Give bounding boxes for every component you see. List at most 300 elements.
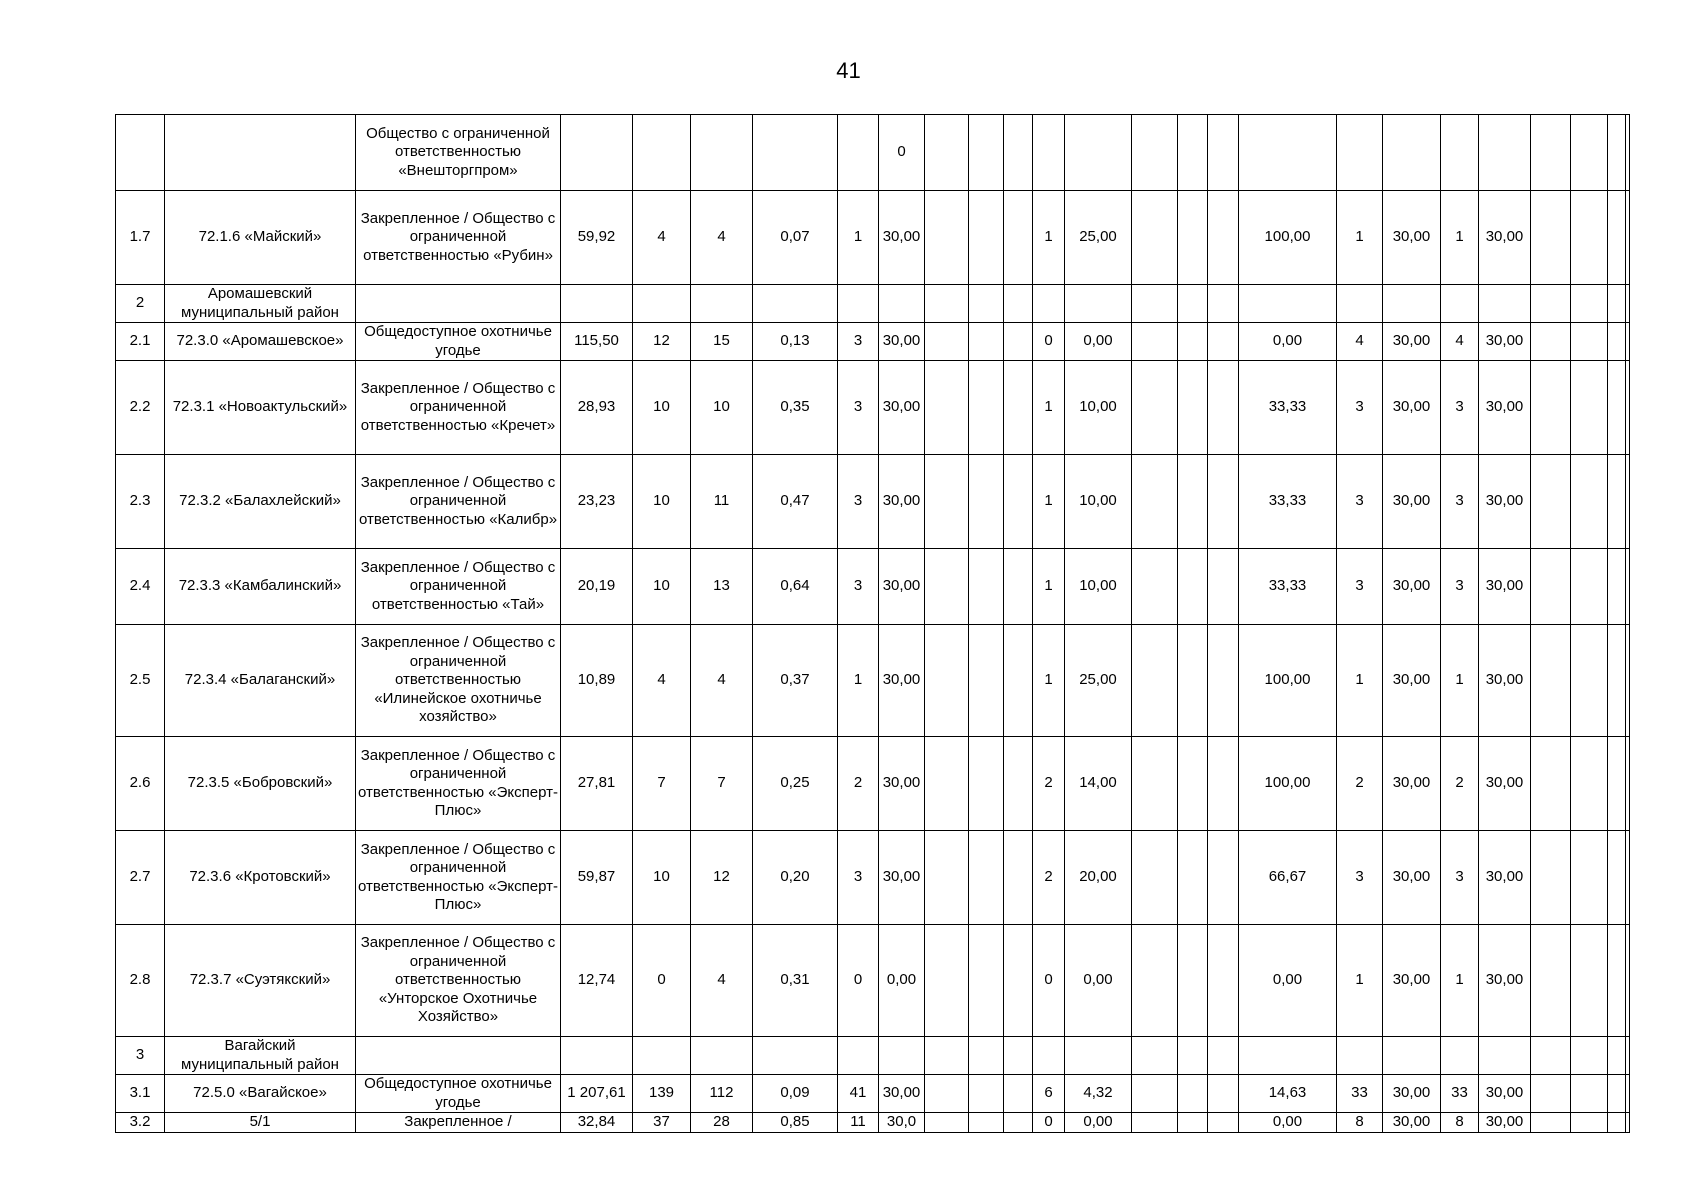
table-cell bbox=[1608, 549, 1626, 625]
table-cell bbox=[753, 1037, 838, 1075]
table-cell: Общество с ограниченной ответственностью «Внешторгпром» bbox=[356, 115, 561, 191]
table-cell bbox=[925, 191, 969, 285]
table-cell bbox=[1132, 323, 1178, 361]
table-cell: 3 bbox=[1441, 455, 1479, 549]
table-cell: 33 bbox=[1441, 1075, 1479, 1113]
table-cell bbox=[1178, 1037, 1208, 1075]
table-cell: 0,00 bbox=[1065, 925, 1132, 1037]
table-cell bbox=[1178, 191, 1208, 285]
table-cell: 0,00 bbox=[1239, 323, 1337, 361]
table-cell bbox=[1208, 549, 1239, 625]
table-cell bbox=[1441, 1037, 1479, 1075]
table-cell: 30,00 bbox=[1479, 1075, 1531, 1113]
table-cell: 7 bbox=[691, 737, 753, 831]
table-cell: 30,00 bbox=[1383, 191, 1441, 285]
table-cell bbox=[1383, 285, 1441, 323]
table-cell bbox=[1065, 1037, 1132, 1075]
table-cell: 2.4 bbox=[116, 549, 165, 625]
table-cell bbox=[1033, 115, 1065, 191]
table-cell: 30,00 bbox=[879, 831, 925, 925]
table-cell bbox=[1004, 285, 1033, 323]
table-cell bbox=[1132, 455, 1178, 549]
table-cell bbox=[925, 323, 969, 361]
table-row bbox=[116, 625, 1630, 737]
table-cell bbox=[969, 455, 1004, 549]
table-cell bbox=[1208, 737, 1239, 831]
table-cell bbox=[925, 549, 969, 625]
table-cell: 33 bbox=[1337, 1075, 1383, 1113]
table-cell: 0 bbox=[1033, 323, 1065, 361]
table-cell: 100,00 bbox=[1239, 625, 1337, 737]
table-cell bbox=[1208, 455, 1239, 549]
table-row bbox=[116, 455, 1630, 549]
table-cell bbox=[925, 361, 969, 455]
table-cell: 20,00 bbox=[1065, 831, 1132, 925]
table-cell: 72.3.5 «Бобровский» bbox=[165, 737, 356, 831]
table-cell bbox=[1531, 549, 1571, 625]
table-cell bbox=[969, 549, 1004, 625]
table-cell bbox=[1004, 831, 1033, 925]
table-cell: 30,00 bbox=[879, 737, 925, 831]
table-cell: Общедоступное охотничье угодье bbox=[356, 323, 561, 361]
table-cell bbox=[1337, 115, 1383, 191]
table-cell bbox=[1065, 115, 1132, 191]
table-cell: 30,00 bbox=[879, 191, 925, 285]
table-cell bbox=[1383, 1037, 1441, 1075]
table-cell bbox=[1608, 1037, 1626, 1075]
table-cell: 2 bbox=[1441, 737, 1479, 831]
table-cell: 0,20 bbox=[753, 831, 838, 925]
table-cell bbox=[1178, 285, 1208, 323]
table-cell bbox=[561, 115, 633, 191]
table-cell: 11 bbox=[691, 455, 753, 549]
table-cell: 72.3.4 «Балаганский» bbox=[165, 625, 356, 737]
table-cell bbox=[1531, 455, 1571, 549]
table-cell bbox=[1132, 737, 1178, 831]
table-cell bbox=[925, 831, 969, 925]
table-cell bbox=[1004, 737, 1033, 831]
table-cell bbox=[633, 285, 691, 323]
table-cell bbox=[1383, 115, 1441, 191]
table-cell bbox=[969, 191, 1004, 285]
page-number: 41 bbox=[836, 58, 861, 83]
table-cell bbox=[879, 285, 925, 323]
table-cell: 30,00 bbox=[1383, 625, 1441, 737]
table-cell: Вагайский муниципальный район bbox=[165, 1037, 356, 1075]
table-cell: 2 bbox=[116, 285, 165, 323]
table-cell: Закрепленное / Общество с ограниченной ответственностью «Рубин» bbox=[356, 191, 561, 285]
table-cell bbox=[1441, 115, 1479, 191]
table-cell bbox=[925, 455, 969, 549]
table-cell bbox=[633, 1037, 691, 1075]
table-cell bbox=[1531, 191, 1571, 285]
table-cell bbox=[1239, 285, 1337, 323]
table-cell bbox=[969, 361, 1004, 455]
table-cell: 28 bbox=[691, 1113, 753, 1133]
table-cell: 0,00 bbox=[879, 925, 925, 1037]
table-cell: 100,00 bbox=[1239, 737, 1337, 831]
table-cell: 1 bbox=[838, 625, 879, 737]
table-cell bbox=[1626, 737, 1630, 831]
table-cell: 30,00 bbox=[1479, 625, 1531, 737]
table-cell bbox=[1531, 1075, 1571, 1113]
table-cell bbox=[753, 285, 838, 323]
table-cell bbox=[1531, 625, 1571, 737]
table-cell: 1.7 bbox=[116, 191, 165, 285]
table-cell bbox=[925, 1037, 969, 1075]
table-cell bbox=[753, 115, 838, 191]
table-cell: Закрепленное / Общество с ограниченной ответственностью «Эксперт-Плюс» bbox=[356, 737, 561, 831]
table-cell bbox=[1571, 925, 1608, 1037]
table-cell bbox=[1239, 1037, 1337, 1075]
table-cell bbox=[1178, 1113, 1208, 1133]
table-cell: 6 bbox=[1033, 1075, 1065, 1113]
table-cell bbox=[1004, 191, 1033, 285]
table-cell: 37 bbox=[633, 1113, 691, 1133]
table-cell bbox=[1004, 115, 1033, 191]
table-cell: 30,00 bbox=[879, 625, 925, 737]
table-cell bbox=[1208, 361, 1239, 455]
table-cell bbox=[1178, 625, 1208, 737]
table-row bbox=[116, 191, 1630, 285]
table-cell bbox=[1626, 1113, 1630, 1133]
table-cell: 12 bbox=[633, 323, 691, 361]
table-cell: 15 bbox=[691, 323, 753, 361]
table-cell: 1 bbox=[1441, 925, 1479, 1037]
table-cell: Закрепленное / Общество с ограниченной ответственностью «Тай» bbox=[356, 549, 561, 625]
table-cell: 0,47 bbox=[753, 455, 838, 549]
table-cell: 0 bbox=[838, 925, 879, 1037]
table-row bbox=[116, 1037, 1630, 1075]
table-cell: 0,64 bbox=[753, 549, 838, 625]
table-cell: 2 bbox=[1033, 737, 1065, 831]
table-cell bbox=[1531, 361, 1571, 455]
table-cell bbox=[1178, 361, 1208, 455]
table-cell: 3 bbox=[1337, 455, 1383, 549]
data-table bbox=[115, 114, 1630, 1133]
table-cell bbox=[1178, 831, 1208, 925]
table-cell: 30,00 bbox=[1383, 1113, 1441, 1133]
table-cell bbox=[1132, 831, 1178, 925]
table-cell: 30,00 bbox=[879, 1075, 925, 1113]
table-cell: 23,23 bbox=[561, 455, 633, 549]
table-cell: 33,33 bbox=[1239, 361, 1337, 455]
table-cell: 139 bbox=[633, 1075, 691, 1113]
table-cell bbox=[1571, 285, 1608, 323]
table-cell bbox=[1531, 323, 1571, 361]
table-cell bbox=[1608, 1075, 1626, 1113]
table-cell bbox=[1178, 323, 1208, 361]
table-cell bbox=[1004, 549, 1033, 625]
table-cell bbox=[1208, 625, 1239, 737]
table-cell: 30,00 bbox=[1383, 361, 1441, 455]
table-cell: 2 bbox=[1337, 737, 1383, 831]
table-cell: 4 bbox=[633, 625, 691, 737]
table-cell bbox=[1608, 831, 1626, 925]
table-cell bbox=[1208, 285, 1239, 323]
table-cell: 30,00 bbox=[1479, 549, 1531, 625]
table-cell: 20,19 bbox=[561, 549, 633, 625]
table-cell: 72.3.6 «Кротовский» bbox=[165, 831, 356, 925]
table-cell bbox=[1479, 1037, 1531, 1075]
table-cell: 4 bbox=[691, 625, 753, 737]
table-cell bbox=[1608, 925, 1626, 1037]
table-cell bbox=[925, 115, 969, 191]
table-cell: 0 bbox=[633, 925, 691, 1037]
table-cell bbox=[969, 1113, 1004, 1133]
table-cell: Закрепленное / bbox=[356, 1113, 561, 1133]
table-cell: 72.3.7 «Суэтякский» bbox=[165, 925, 356, 1037]
table-cell: 10 bbox=[633, 549, 691, 625]
table-cell: 12 bbox=[691, 831, 753, 925]
table-cell bbox=[1626, 1075, 1630, 1113]
table-cell bbox=[1208, 191, 1239, 285]
table-cell: 3 bbox=[1337, 549, 1383, 625]
table-cell: 3 bbox=[838, 455, 879, 549]
table-cell: 30,00 bbox=[1479, 831, 1531, 925]
table-cell: 5/1 bbox=[165, 1113, 356, 1133]
table-cell: 10 bbox=[691, 361, 753, 455]
table-cell bbox=[1531, 925, 1571, 1037]
table-cell: 3.1 bbox=[116, 1075, 165, 1113]
table-cell bbox=[1571, 831, 1608, 925]
table-cell: 0 bbox=[1033, 925, 1065, 1037]
table-cell: 4 bbox=[633, 191, 691, 285]
table-cell bbox=[1571, 191, 1608, 285]
table-cell: 30,00 bbox=[1383, 737, 1441, 831]
table-cell bbox=[691, 1037, 753, 1075]
table-cell: 30,00 bbox=[1383, 831, 1441, 925]
table-cell bbox=[838, 285, 879, 323]
table-cell bbox=[1004, 925, 1033, 1037]
table-cell: 2.6 bbox=[116, 737, 165, 831]
table-cell: 72.3.0 «Аромашевское» bbox=[165, 323, 356, 361]
table-cell bbox=[356, 1037, 561, 1075]
table-cell bbox=[969, 1075, 1004, 1113]
table-cell: 27,81 bbox=[561, 737, 633, 831]
table-cell bbox=[1208, 323, 1239, 361]
table-cell: 115,50 bbox=[561, 323, 633, 361]
table-cell bbox=[1132, 285, 1178, 323]
table-cell bbox=[1626, 115, 1630, 191]
table-cell: 10,89 bbox=[561, 625, 633, 737]
table-cell bbox=[925, 925, 969, 1037]
table-cell bbox=[1626, 549, 1630, 625]
table-cell: Закрепленное / Общество с ограниченной ответственностью «Калибр» bbox=[356, 455, 561, 549]
table-cell bbox=[969, 737, 1004, 831]
table-cell bbox=[1178, 455, 1208, 549]
table-row bbox=[116, 1113, 1630, 1133]
table-cell bbox=[1571, 625, 1608, 737]
table-cell: 30,00 bbox=[879, 549, 925, 625]
table-cell: 1 bbox=[838, 191, 879, 285]
table-cell: 72.3.1 «Новоактульский» bbox=[165, 361, 356, 455]
table-cell: 0,00 bbox=[1239, 1113, 1337, 1133]
table-cell: 2 bbox=[838, 737, 879, 831]
table-cell: 3.2 bbox=[116, 1113, 165, 1133]
table-cell: Закрепленное / Общество с ограниченной ответственностью «Кречет» bbox=[356, 361, 561, 455]
table-cell bbox=[165, 115, 356, 191]
table-cell bbox=[1132, 549, 1178, 625]
table-row bbox=[116, 323, 1630, 361]
table-cell: 41 bbox=[838, 1075, 879, 1113]
table-cell bbox=[1178, 549, 1208, 625]
table-cell bbox=[561, 1037, 633, 1075]
table-cell bbox=[1178, 1075, 1208, 1113]
table-cell: 1 bbox=[1033, 549, 1065, 625]
table-cell bbox=[1178, 925, 1208, 1037]
table-cell: 32,84 bbox=[561, 1113, 633, 1133]
table-cell bbox=[1004, 361, 1033, 455]
table-cell: 1 bbox=[1337, 625, 1383, 737]
table-cell bbox=[1571, 549, 1608, 625]
table-cell: Общедоступное охотничье угодье bbox=[356, 1075, 561, 1113]
table-cell: 3 bbox=[116, 1037, 165, 1075]
table-cell: 30,00 bbox=[1383, 323, 1441, 361]
table-cell bbox=[1608, 191, 1626, 285]
table-cell bbox=[1571, 455, 1608, 549]
table-cell bbox=[1531, 831, 1571, 925]
table-cell: 2.1 bbox=[116, 323, 165, 361]
table-cell bbox=[356, 285, 561, 323]
table-cell bbox=[838, 115, 879, 191]
table-cell: 10,00 bbox=[1065, 361, 1132, 455]
table-cell: 8 bbox=[1441, 1113, 1479, 1133]
table-cell: 3 bbox=[1441, 549, 1479, 625]
table-cell: 2.2 bbox=[116, 361, 165, 455]
table-cell bbox=[925, 737, 969, 831]
table-cell: 30,00 bbox=[1479, 323, 1531, 361]
table-cell bbox=[1531, 1037, 1571, 1075]
table-cell bbox=[1571, 737, 1608, 831]
table-cell: 4 bbox=[1337, 323, 1383, 361]
table-cell bbox=[925, 285, 969, 323]
table-cell: 1 207,61 bbox=[561, 1075, 633, 1113]
table-cell bbox=[1004, 1037, 1033, 1075]
table-cell: 1 bbox=[1337, 925, 1383, 1037]
table-cell bbox=[1571, 323, 1608, 361]
table-cell bbox=[1208, 1037, 1239, 1075]
table-cell: 7 bbox=[633, 737, 691, 831]
table-cell: 1 bbox=[1441, 625, 1479, 737]
table-cell bbox=[1626, 625, 1630, 737]
table-cell: 25,00 bbox=[1065, 191, 1132, 285]
table-cell bbox=[838, 1037, 879, 1075]
table-row bbox=[116, 925, 1630, 1037]
table-cell: 72.1.6 «Майский» bbox=[165, 191, 356, 285]
table-cell bbox=[969, 285, 1004, 323]
table-cell: 3 bbox=[1337, 361, 1383, 455]
table-cell bbox=[1479, 285, 1531, 323]
table-cell bbox=[1132, 925, 1178, 1037]
table-cell: 0,37 bbox=[753, 625, 838, 737]
table-cell: 1 bbox=[1441, 191, 1479, 285]
table-cell bbox=[1065, 285, 1132, 323]
table-cell bbox=[1239, 115, 1337, 191]
table-cell bbox=[969, 925, 1004, 1037]
table-cell: 30,00 bbox=[1479, 361, 1531, 455]
table-cell bbox=[1132, 191, 1178, 285]
table-cell: 1 bbox=[1033, 191, 1065, 285]
table-cell: 3 bbox=[1337, 831, 1383, 925]
table-cell: 4 bbox=[691, 191, 753, 285]
table-cell: 2.5 bbox=[116, 625, 165, 737]
table-cell: 3 bbox=[1441, 361, 1479, 455]
table-cell bbox=[1608, 323, 1626, 361]
table-cell bbox=[1608, 455, 1626, 549]
table-cell: 10 bbox=[633, 455, 691, 549]
table-cell: 66,67 bbox=[1239, 831, 1337, 925]
table-cell bbox=[1004, 455, 1033, 549]
table-cell bbox=[1208, 115, 1239, 191]
table-cell: 28,93 bbox=[561, 361, 633, 455]
table-cell bbox=[925, 1075, 969, 1113]
table-cell: 25,00 bbox=[1065, 625, 1132, 737]
table-cell bbox=[1208, 831, 1239, 925]
table-cell: 14,63 bbox=[1239, 1075, 1337, 1113]
table-cell: 1 bbox=[1337, 191, 1383, 285]
table-row bbox=[116, 115, 1630, 191]
table-cell: 0,00 bbox=[1239, 925, 1337, 1037]
table-cell: 10 bbox=[633, 831, 691, 925]
table-cell: 0 bbox=[1033, 1113, 1065, 1133]
table-cell bbox=[1479, 115, 1531, 191]
table-cell: 3 bbox=[838, 831, 879, 925]
table-cell: 112 bbox=[691, 1075, 753, 1113]
table-cell bbox=[1608, 625, 1626, 737]
table-cell: 3 bbox=[838, 361, 879, 455]
table-cell: Закрепленное / Общество с ограниченной ответственностью «Илинейское охотничье хозяйство» bbox=[356, 625, 561, 737]
table-row bbox=[116, 285, 1630, 323]
table-cell bbox=[1531, 737, 1571, 831]
table-cell bbox=[1531, 1113, 1571, 1133]
table-cell: 8 bbox=[1337, 1113, 1383, 1133]
table-cell: 2.3 bbox=[116, 455, 165, 549]
table-cell: 59,92 bbox=[561, 191, 633, 285]
table-cell bbox=[1132, 115, 1178, 191]
table-cell bbox=[1571, 1075, 1608, 1113]
table-cell bbox=[1626, 831, 1630, 925]
table-cell bbox=[1608, 285, 1626, 323]
table-cell: 0,09 bbox=[753, 1075, 838, 1113]
table-cell: 30,00 bbox=[1479, 925, 1531, 1037]
table-cell bbox=[1132, 625, 1178, 737]
table-cell bbox=[1132, 1075, 1178, 1113]
table-cell bbox=[969, 625, 1004, 737]
table-cell bbox=[1626, 323, 1630, 361]
table-cell: 10,00 bbox=[1065, 549, 1132, 625]
table-cell bbox=[1608, 737, 1626, 831]
table-cell bbox=[1004, 1113, 1033, 1133]
table-cell bbox=[1178, 115, 1208, 191]
table-cell bbox=[561, 285, 633, 323]
table-cell bbox=[1626, 191, 1630, 285]
table-cell: 30,00 bbox=[879, 455, 925, 549]
table-cell: 13 bbox=[691, 549, 753, 625]
table-cell bbox=[691, 115, 753, 191]
table-cell: 4 bbox=[1441, 323, 1479, 361]
table-cell: 4 bbox=[691, 925, 753, 1037]
table-cell bbox=[1571, 1113, 1608, 1133]
table-cell bbox=[969, 1037, 1004, 1075]
table-cell bbox=[1441, 285, 1479, 323]
table-cell bbox=[1132, 1037, 1178, 1075]
table-cell bbox=[1033, 1037, 1065, 1075]
table-cell bbox=[969, 831, 1004, 925]
table-row bbox=[116, 361, 1630, 455]
table-row bbox=[116, 831, 1630, 925]
table-cell bbox=[969, 115, 1004, 191]
